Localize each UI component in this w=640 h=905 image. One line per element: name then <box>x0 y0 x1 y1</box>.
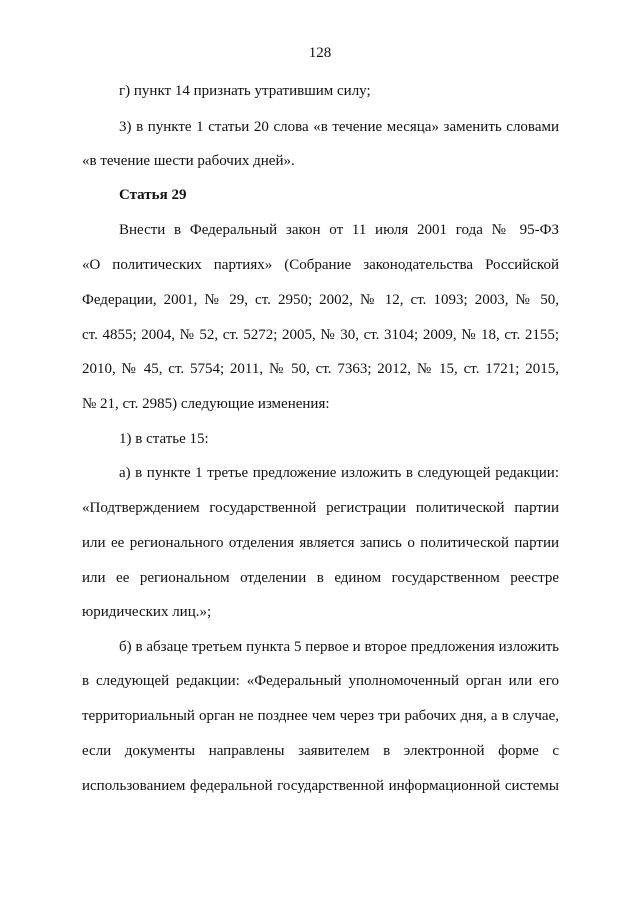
paragraph-line-2: 3) в пункте 1 статьи 20 слова «в течение месяца» заменить словами <box>119 119 559 135</box>
paragraph-line-17: б) в абзаце третьем пункта 5 первое и второе предложения изложить <box>119 639 559 655</box>
paragraph-line-14: или ее регионального отделения является запись о политической партии <box>82 535 559 551</box>
paragraph-line-15: или ее региональном отделении в едином государственном реестре <box>82 570 559 586</box>
paragraph-line-3: «в течение шести рабочих дней». <box>82 153 295 169</box>
paragraph-line-20: если документы направлены заявителем в электронной форме с <box>82 743 559 759</box>
paragraph-line-12: а) в пункте 1 третье предложение изложить в следующей редакции: <box>119 465 559 481</box>
paragraph-line-21: использованием федеральной государственной информационной системы <box>82 778 559 794</box>
paragraph-line-10: № 21, ст. 2985) следующие изменения: <box>82 396 330 412</box>
paragraph-line-19: территориальный орган не позднее чем через три рабочих дня, а в случае, <box>82 708 559 724</box>
paragraph-line-9: 2010, № 45, ст. 5754; 2011, № 50, ст. 7363; 2012, № 15, ст. 1721; 2015, <box>82 361 559 377</box>
paragraph-line-18: в следующей редакции: «Федеральный уполномоченный орган или его <box>82 673 559 689</box>
article-heading: Статья 29 <box>119 187 187 203</box>
paragraph-line-7: Федерации, 2001, № 29, ст. 2950; 2002, № 12, ст. 1093; 2003, № 50, <box>82 292 559 308</box>
paragraph-line-1: г) пункт 14 признать утратившим силу; <box>119 83 371 99</box>
paragraph-line-11: 1) в статье 15: <box>119 431 209 447</box>
paragraph-line-16: юридических лиц.»; <box>82 604 212 620</box>
paragraph-line-8: ст. 4855; 2004, № 52, ст. 5272; 2005, № 30, ст. 3104; 2009, № 18, ст. 2155; <box>82 327 559 343</box>
paragraph-line-6: «О политических партиях» (Собрание законодательства Российской <box>82 257 559 273</box>
paragraph-line-5: Внести в Федеральный закон от 11 июля 2001 года № 95-ФЗ <box>119 222 559 238</box>
paragraph-line-13: «Подтверждением государственной регистрации политической партии <box>82 500 559 516</box>
page-number: 128 <box>308 45 332 61</box>
